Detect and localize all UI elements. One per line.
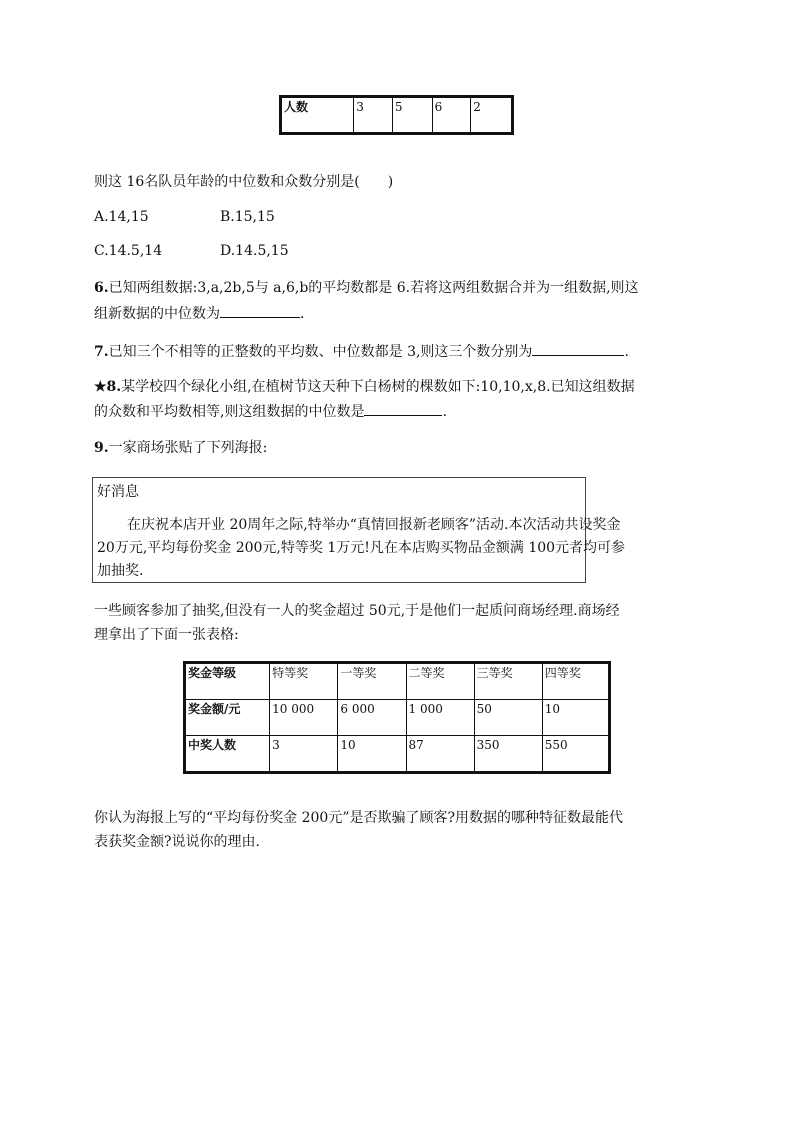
q8-answer-blank[interactable] — [364, 400, 442, 416]
age-count-table — [281, 97, 512, 133]
q7-answer-blank[interactable] — [532, 340, 624, 356]
q7-line — [94, 340, 629, 362]
q7-period: . — [624, 344, 629, 360]
q9-question-line-1: 你认为海报上写的“平均每份奖金 200元”是否欺骗了顾客?用数据的哪种特征数最能代 — [94, 810, 623, 826]
poster-line-3: 加抽奖. — [97, 563, 144, 579]
table-cell: 1 000 — [406, 700, 474, 736]
poster-line-2: 20万元,平均每份奖金 200元,特等奖 1万元!凡在本店购买物品金额满 100元者均可参 — [97, 540, 626, 556]
table-cell: 四等奖 — [542, 664, 608, 700]
q7-number: 7. — [94, 344, 109, 360]
table-cell: 特等奖 — [270, 664, 338, 700]
table-cell: 二等奖 — [406, 664, 474, 700]
table-cell: 5 — [392, 98, 432, 133]
table-row — [186, 664, 609, 700]
q7-text: 已知三个不相等的正整数的平均数、中位数都是 3,则这三个数分别为 — [108, 344, 533, 360]
q9-question-line-2: 表获奖金额?说说你的理由. — [94, 834, 260, 850]
q8-number: ★8. — [94, 379, 122, 395]
poster-box — [92, 477, 626, 583]
q8-line-2 — [94, 400, 447, 422]
table-cell-header: 奖金等级 — [186, 664, 270, 700]
q9-intro — [94, 438, 267, 458]
table-cell: 10 000 — [270, 700, 338, 736]
table-cell: 6 — [432, 98, 471, 133]
q6-number: 6. — [94, 280, 109, 296]
q6-text-2: 组新数据的中位数为 — [94, 306, 220, 322]
q5-option-c: C.14.5,14 — [94, 243, 163, 259]
q5-stem: 则这 16名队员年龄的中位数和众数分别是( ) — [94, 174, 394, 190]
poster-title: 好消息 — [97, 484, 139, 500]
poster-line-1: 在庆祝本店开业 20周年之际,特举办“真情回报新老顾客”活动.本次活动共设奖金 — [127, 517, 621, 533]
q6-period: . — [300, 306, 305, 322]
prize-table — [185, 663, 609, 772]
table-cell-header: 奖金额/元 — [186, 700, 270, 736]
table-cell-header: 中奖人数 — [186, 736, 270, 772]
q9-paragraph-line-2: 理拿出了下面一张表格: — [94, 627, 239, 643]
table-cell: 87 — [406, 736, 474, 772]
q8-text-2: 的众数和平均数相等,则这组数据的中位数是 — [94, 404, 365, 420]
q6-line-2 — [94, 302, 304, 324]
q9-number: 9. — [94, 440, 109, 456]
q5-option-d: D.14.5,15 — [220, 243, 289, 259]
q8-text: 某学校四个绿化小组,在植树节这天种下白杨树的棵数如下:10,10,x,8.已知这组数据 — [121, 379, 635, 395]
table-row — [186, 700, 609, 736]
q9-intro-text: 一家商场张贴了下列海报: — [108, 440, 268, 456]
q8-period: . — [442, 404, 447, 420]
q6-line-1 — [94, 278, 639, 298]
table-cell: 3 — [354, 98, 393, 133]
q5-option-a: A.14,15 — [94, 209, 149, 225]
table-cell: 3 — [270, 736, 338, 772]
q6-answer-blank[interactable] — [220, 302, 300, 318]
table-cell: 一等奖 — [338, 664, 406, 700]
q9-paragraph-line-1: 一些顾客参加了抽奖,但没有一人的奖金超过 50元,于是他们一起质问商场经理.商场经 — [94, 603, 620, 619]
table-cell: 三等奖 — [474, 664, 542, 700]
table-cell-header: 人数 — [282, 98, 354, 133]
table-cell: 6 000 — [338, 700, 406, 736]
table-cell: 10 — [542, 700, 608, 736]
table-cell: 350 — [474, 736, 542, 772]
table-cell: 2 — [471, 98, 512, 133]
table-row — [282, 98, 512, 133]
q6-text: 已知两组数据:3,a,2b,5与 a,6,b的平均数都是 6.若将这两组数据合并为一组数据,则这 — [108, 280, 639, 296]
q5-option-b: B.15,15 — [220, 209, 275, 225]
table-cell: 50 — [474, 700, 542, 736]
q8-line-1 — [94, 377, 635, 397]
table-cell: 10 — [338, 736, 406, 772]
table-row — [186, 736, 609, 772]
table-cell: 550 — [542, 736, 608, 772]
